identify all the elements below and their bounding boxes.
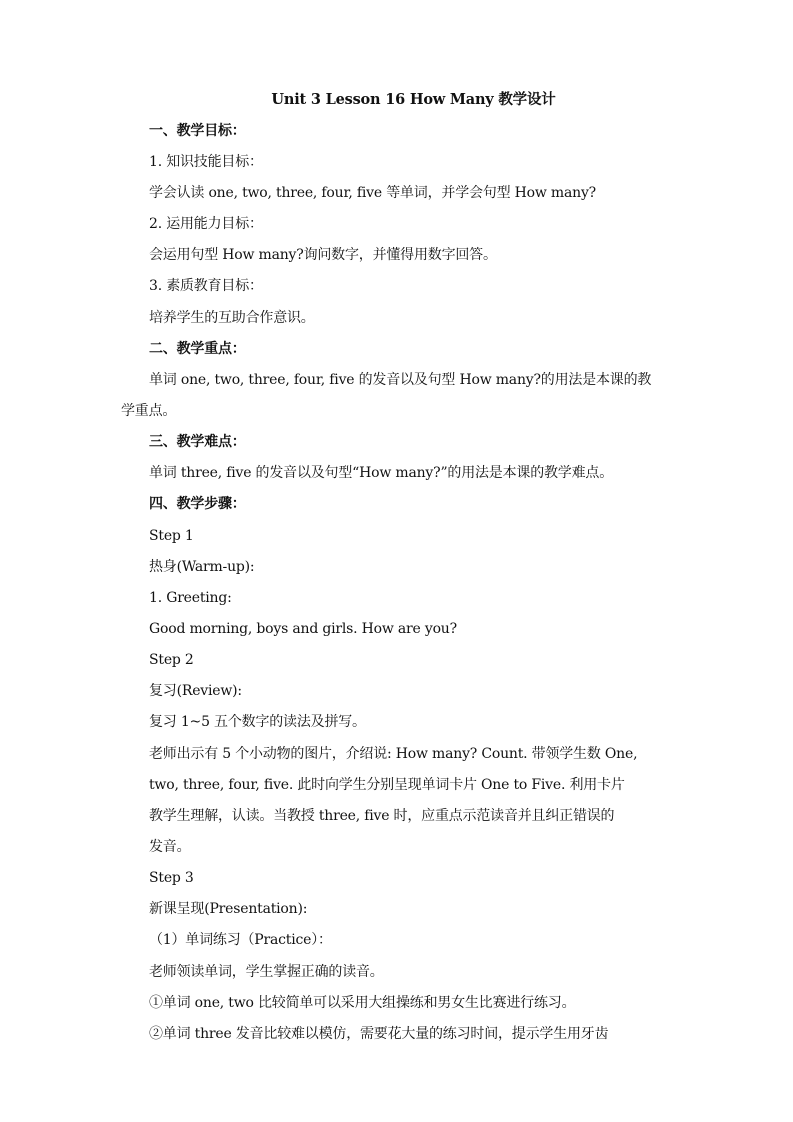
paragraph: 单词 three, five 的发音以及句型“How many?”的用法是本课的教学难点。: [149, 465, 613, 481]
paragraph: 复习(Review):: [149, 683, 242, 699]
subheading-quality: 3. 素质教育目标：: [149, 278, 263, 294]
step-label: Step 2: [149, 652, 194, 668]
paragraph: 复习 1~5 五个数字的读法及拼写。: [149, 714, 366, 730]
step-label: Step 1: [149, 528, 194, 544]
section-heading-difficulties: 三、教学难点：: [149, 434, 246, 450]
section-heading-key-points: 二、教学重点：: [149, 341, 246, 357]
paragraph: 教学生理解，认读。当教授 three, five 时，应重点示范读音并且纠正错误的: [149, 808, 615, 824]
paragraph: 单词 one, two, three, four, five 的发音以及句型 How many?的用法是本课的教: [149, 372, 652, 388]
paragraph: 1. Greeting:: [149, 590, 232, 606]
paragraph: Good morning, boys and girls. How are you?: [149, 621, 457, 637]
paragraph: ①单词 one, two 比较简单可以采用大组操练和男女生比赛进行练习。: [149, 995, 576, 1011]
paragraph: 老师领读单词，学生掌握正确的读音。: [149, 964, 384, 980]
subheading-ability: 2. 运用能力目标：: [149, 216, 263, 232]
paragraph: 培养学生的互助合作意识。: [149, 310, 315, 326]
paragraph: 新课呈现(Presentation):: [149, 901, 308, 917]
paragraph: 老师出示有 5 个小动物的图片，介绍说: How many? Count. 带领学生数 One,: [149, 746, 638, 762]
paragraph-continuation: 学重点。: [121, 403, 177, 419]
paragraph: two, three, four, five. 此时向学生分别呈现单词卡片 One to Five. 利用卡片: [149, 777, 625, 793]
page-title: Unit 3 Lesson 16 How Many 教学设计: [271, 91, 556, 108]
section-heading-steps: 四、教学步骤：: [149, 496, 246, 512]
paragraph: （1）单词练习（Practice）：: [149, 932, 332, 948]
subheading-knowledge: 1. 知识技能目标：: [149, 154, 263, 170]
paragraph: 发音。: [149, 839, 191, 855]
step-label: Step 3: [149, 870, 194, 886]
paragraph: 热身(Warm-up):: [149, 559, 255, 575]
paragraph: 学会认读 one, two, three, four, five 等单词，并学会句型 How many?: [149, 185, 596, 201]
section-heading-objectives: 一、教学目标：: [149, 123, 246, 139]
paragraph: 会运用句型 How many?询问数字，并懂得用数字回答。: [149, 247, 497, 263]
paragraph: ②单词 three 发音比较难以模仿，需要花大量的练习时间，提示学生用牙齿: [149, 1026, 609, 1042]
